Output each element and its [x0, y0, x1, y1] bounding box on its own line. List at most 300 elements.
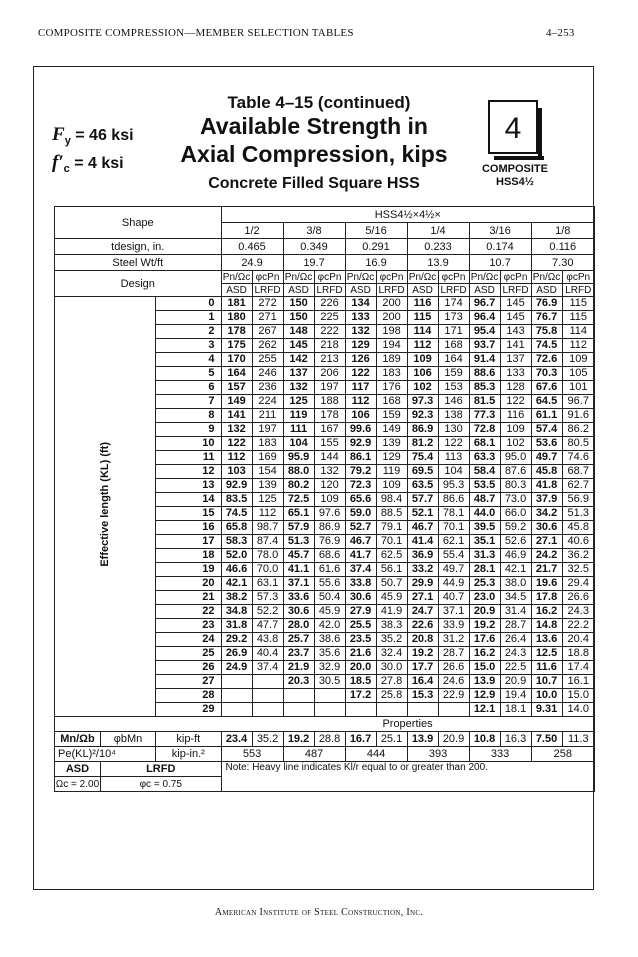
lrfd-value: 18.8: [562, 647, 594, 661]
lrfd-value: 45.9: [376, 591, 407, 605]
asd-value: 111: [283, 423, 314, 437]
mn-label-lrfd: φbMn: [100, 732, 155, 747]
lrfd-value: 17.4: [562, 661, 594, 675]
asd-value: 34.2: [531, 507, 562, 521]
asd-value: 12.9: [469, 689, 500, 703]
lrfd-value: 28.7: [500, 619, 531, 633]
asd-value: 42.1: [221, 577, 252, 591]
asd-value: 68.1: [469, 437, 500, 451]
asd-value: 81.5: [469, 395, 500, 409]
lrfd-value: 50.4: [314, 591, 345, 605]
asd-value: 76.9: [531, 297, 562, 311]
pe-label: Pe(KL)²/10⁴: [55, 747, 156, 762]
asd-label: ASD: [55, 762, 101, 777]
lrfd-value: 149: [376, 423, 407, 437]
material-properties: [52, 124, 134, 180]
lrfd-value: [252, 703, 283, 717]
table-number: Table 4–15 (continued): [227, 93, 411, 112]
asd-value: 126: [345, 353, 376, 367]
lrfd-value: 62.5: [376, 549, 407, 563]
asd-value: 27.1: [407, 591, 438, 605]
asd-value: 72.5: [283, 493, 314, 507]
pe-value: 333: [469, 747, 531, 762]
kl-value: 2: [156, 325, 221, 339]
asd-value: 17.2: [345, 689, 376, 703]
lrfd-value: 19.4: [500, 689, 531, 703]
wt-5: 7.30: [531, 255, 594, 271]
asd-value: 57.7: [407, 493, 438, 507]
asd-value: 25.7: [283, 633, 314, 647]
lrfd-value: 169: [252, 451, 283, 465]
asd-value: 20.0: [345, 661, 376, 675]
lrfd-value: 55.6: [314, 577, 345, 591]
lrfd-value: 174: [438, 297, 469, 311]
lrfd-label: LRFD: [100, 762, 221, 777]
table-title-line1: Available Strength in: [200, 113, 428, 139]
lrfd-value: 88.5: [376, 507, 407, 521]
lrfd-value: 22.9: [438, 689, 469, 703]
lrfd-value: 218: [314, 339, 345, 353]
pair-top-asd: Pn/Ωc: [532, 271, 561, 283]
lrfd-value: 137: [500, 353, 531, 367]
tdesign-label: tdesign, in.: [55, 239, 222, 255]
lrfd-value: 18.1: [500, 703, 531, 717]
lrfd-value: 130: [438, 423, 469, 437]
lrfd-value: 86.9: [314, 521, 345, 535]
lrfd-value: 145: [500, 311, 531, 325]
lrfd-value: 50.7: [376, 577, 407, 591]
lrfd-value: 168: [438, 339, 469, 353]
lrfd-value: 267: [252, 325, 283, 339]
kl-value: 20: [156, 577, 221, 591]
asd-value: 142: [283, 353, 314, 367]
lrfd-value: 189: [376, 353, 407, 367]
asd-value: 48.7: [469, 493, 500, 507]
asd-value: 92.3: [407, 409, 438, 423]
pair-bottom-asd: ASD: [469, 284, 500, 297]
lrfd-value: 68.7: [562, 465, 594, 479]
asd-value: 92.9: [221, 479, 252, 493]
lrfd-value: 45.9: [314, 605, 345, 619]
lrfd-value: 46.9: [500, 549, 531, 563]
pair-top-asd: Pn/Ωc: [284, 271, 313, 283]
lrfd-value: 105: [562, 367, 594, 381]
pair-top-asd: Pn/Ωc: [346, 271, 375, 283]
asd-value: 74.5: [531, 339, 562, 353]
asd-value: 19.2: [469, 619, 500, 633]
lrfd-value: 144: [314, 451, 345, 465]
lrfd-value: 14.0: [562, 703, 594, 717]
asd-value: 44.0: [469, 507, 500, 521]
asd-value: 93.7: [469, 339, 500, 353]
lrfd-value: 59.2: [500, 521, 531, 535]
pair-top-lrfd: φcPn: [314, 271, 345, 284]
asd-value: 46.6: [221, 563, 252, 577]
table-row: [55, 255, 595, 271]
asd-value: 46.7: [407, 521, 438, 535]
kl-value: 0: [156, 297, 221, 311]
badge-label-shape: HSS4½: [496, 176, 534, 188]
asd-value: 19.6: [531, 577, 562, 591]
lrfd-value: 36.2: [562, 549, 594, 563]
lrfd-value: 34.5: [500, 591, 531, 605]
asd-value: 112: [345, 395, 376, 409]
asd-value: 20.9: [469, 605, 500, 619]
asd-value: 116: [407, 297, 438, 311]
kl-value: 25: [156, 647, 221, 661]
kl-value: 21: [156, 591, 221, 605]
lrfd-value: 66.0: [500, 507, 531, 521]
asd-value: 21.6: [345, 647, 376, 661]
lrfd-value: 167: [314, 423, 345, 437]
kl-value: 22: [156, 605, 221, 619]
tdesign-5: 0.116: [531, 239, 594, 255]
pair-bottom-lrfd: LRFD: [438, 284, 469, 297]
page-number: 4–253: [546, 27, 575, 39]
asd-value: 79.2: [345, 465, 376, 479]
asd-value: 21.9: [283, 661, 314, 675]
asd-value: 41.7: [345, 549, 376, 563]
asd-value: 30.6: [531, 521, 562, 535]
asd-value: 38.2: [221, 591, 252, 605]
lrfd-value: 164: [438, 353, 469, 367]
tdesign-3: 0.233: [407, 239, 469, 255]
pair-top-lrfd: φcPn: [252, 271, 283, 284]
asd-value: 25.5: [345, 619, 376, 633]
asd-value: 58.3: [221, 535, 252, 549]
lrfd-value: 113: [438, 451, 469, 465]
asd-value: 148: [283, 325, 314, 339]
asd-value: 178: [221, 325, 252, 339]
asd-value: 132: [283, 381, 314, 395]
asd-value: 23.5: [345, 633, 376, 647]
kl-value: 14: [156, 493, 221, 507]
asd-value: 96.7: [469, 297, 500, 311]
lrfd-value: 91.6: [562, 409, 594, 423]
asd-value: 129: [345, 339, 376, 353]
pe-value: 553: [221, 747, 283, 762]
mn-value: 20.9: [438, 732, 469, 747]
lrfd-value: 15.0: [562, 689, 594, 703]
lrfd-value: 98.7: [252, 521, 283, 535]
lrfd-value: 87.4: [252, 535, 283, 549]
table-frame: [33, 66, 594, 890]
kl-value: 6: [156, 381, 221, 395]
lrfd-value: 213: [314, 353, 345, 367]
asd-value: 57.4: [531, 423, 562, 437]
asd-value: 125: [283, 395, 314, 409]
lrfd-value: 70.1: [438, 521, 469, 535]
asd-value: 85.3: [469, 381, 500, 395]
asd-value: 52.7: [345, 521, 376, 535]
table-body: [55, 207, 595, 792]
pe-value: 258: [531, 747, 594, 762]
asd-value: 150: [283, 311, 314, 325]
table-row: [55, 239, 595, 255]
kl-value: 24: [156, 633, 221, 647]
wt-2: 16.9: [345, 255, 407, 271]
lrfd-value: 122: [500, 395, 531, 409]
lrfd-value: 70.0: [252, 563, 283, 577]
lrfd-value: 32.9: [314, 661, 345, 675]
asd-value: 11.6: [531, 661, 562, 675]
asd-value: 102: [407, 381, 438, 395]
asd-value: 106: [407, 367, 438, 381]
asd-value: 117: [345, 381, 376, 395]
lrfd-value: 31.4: [500, 605, 531, 619]
lrfd-value: 38.3: [376, 619, 407, 633]
table-row: [55, 297, 595, 311]
lrfd-value: 78.1: [438, 507, 469, 521]
lrfd-value: 246: [252, 367, 283, 381]
asd-value: 119: [283, 409, 314, 423]
kl-value: 17: [156, 535, 221, 549]
lrfd-value: 109: [500, 423, 531, 437]
tdesign-4: 0.174: [469, 239, 531, 255]
tdesign-2: 0.291: [345, 239, 407, 255]
lrfd-value: 138: [438, 409, 469, 423]
asd-value: [221, 689, 252, 703]
lrfd-value: 56.9: [562, 493, 594, 507]
asd-value: 39.5: [469, 521, 500, 535]
asd-value: 12.5: [531, 647, 562, 661]
fc-line: $f'_c = 4$ ksi: [52, 152, 124, 176]
asd-value: 72.6: [531, 353, 562, 367]
lrfd-value: 255: [252, 353, 283, 367]
lrfd-value: 154: [252, 465, 283, 479]
asd-value: 15.3: [407, 689, 438, 703]
lrfd-value: 173: [438, 311, 469, 325]
asd-value: 17.8: [531, 591, 562, 605]
lrfd-value: 112: [562, 339, 594, 353]
asd-value: 150: [283, 297, 314, 311]
lrfd-value: 114: [562, 325, 594, 339]
asd-value: 181: [221, 297, 252, 311]
lrfd-value: [252, 675, 283, 689]
pair-top-asd: Pn/Ωc: [408, 271, 437, 283]
mn-value: 28.8: [314, 732, 345, 747]
lrfd-value: 37.1: [438, 605, 469, 619]
lrfd-value: 26.4: [500, 633, 531, 647]
lrfd-value: 32.4: [376, 647, 407, 661]
lrfd-value: 38.0: [500, 577, 531, 591]
lrfd-value: 70.1: [376, 535, 407, 549]
asd-value: 103: [221, 465, 252, 479]
lrfd-value: 116: [500, 409, 531, 423]
pair-bottom-asd: ASD: [407, 284, 438, 297]
thickness-5: 1/8: [531, 223, 594, 239]
asd-value: 9.31: [531, 703, 562, 717]
lrfd-value: 197: [252, 423, 283, 437]
thickness-2: 5/16: [345, 223, 407, 239]
asd-value: 13.9: [469, 675, 500, 689]
y-axis-label: [55, 297, 156, 717]
asd-value: 132: [221, 423, 252, 437]
badge-shadow: [494, 156, 544, 160]
asd-value: 92.9: [345, 437, 376, 451]
asd-value: 122: [345, 367, 376, 381]
lrfd-value: 26.6: [438, 661, 469, 675]
wt-1: 19.7: [283, 255, 345, 271]
shape-value: HSS4½×4½×: [221, 207, 594, 223]
lrfd-value: 38.6: [314, 633, 345, 647]
lrfd-value: 24.6: [438, 675, 469, 689]
design-label: Design: [55, 271, 222, 297]
pair-top-lrfd: φcPn: [562, 271, 594, 284]
lrfd-value: 41.9: [376, 605, 407, 619]
lrfd-value: 109: [376, 479, 407, 493]
table-title-line2: Axial Compression, kips: [180, 141, 448, 167]
asd-value: 33.2: [407, 563, 438, 577]
asd-value: 52.0: [221, 549, 252, 563]
asd-value: 24.9: [221, 661, 252, 675]
lrfd-value: 55.4: [438, 549, 469, 563]
asd-value: 134: [345, 297, 376, 311]
kl-value: 28: [156, 689, 221, 703]
asd-value: 104: [283, 437, 314, 451]
pair-bottom-lrfd: LRFD: [314, 284, 345, 297]
asd-value: 37.1: [283, 577, 314, 591]
asd-value: 27.1: [531, 535, 562, 549]
lrfd-value: 159: [376, 409, 407, 423]
lrfd-value: 62.1: [438, 535, 469, 549]
asd-value: [407, 703, 438, 717]
kl-value: 26: [156, 661, 221, 675]
lrfd-value: 73.0: [500, 493, 531, 507]
asd-value: 133: [345, 311, 376, 325]
shape-label: Shape: [55, 207, 222, 239]
lrfd-value: [376, 703, 407, 717]
y-axis-label-text: Effective length (KL) (ft): [98, 442, 111, 567]
lrfd-value: 146: [438, 395, 469, 409]
lrfd-value: 52.2: [252, 605, 283, 619]
pair-bottom-lrfd: LRFD: [562, 284, 594, 297]
asd-value: 86.1: [345, 451, 376, 465]
asd-value: 10.0: [531, 689, 562, 703]
asd-value: 29.9: [407, 577, 438, 591]
lrfd-value: 206: [314, 367, 345, 381]
lrfd-value: 40.7: [438, 591, 469, 605]
tdesign-1: 0.349: [283, 239, 345, 255]
asd-value: 132: [345, 325, 376, 339]
lrfd-value: 42.0: [314, 619, 345, 633]
asd-value: 64.5: [531, 395, 562, 409]
asd-value: 35.1: [469, 535, 500, 549]
lrfd-value: 102: [500, 437, 531, 451]
lrfd-value: 30.5: [314, 675, 345, 689]
asd-value: 16.2: [531, 605, 562, 619]
asd-value: 83.5: [221, 493, 252, 507]
asd-value: 41.1: [283, 563, 314, 577]
table-row: [55, 717, 595, 732]
asd-value: 37.4: [345, 563, 376, 577]
kl-value: 27: [156, 675, 221, 689]
asd-value: 58.4: [469, 465, 500, 479]
phi-value: φc = 0.75: [100, 777, 221, 792]
asd-value: 91.4: [469, 353, 500, 367]
lrfd-value: 211: [252, 409, 283, 423]
asd-value: [283, 703, 314, 717]
lrfd-value: 96.7: [562, 395, 594, 409]
asd-value: 18.5: [345, 675, 376, 689]
fy-line: $F_y = 46$ ksi: [52, 124, 134, 148]
asd-value: 37.9: [531, 493, 562, 507]
lrfd-value: 115: [562, 297, 594, 311]
kl-value: 9: [156, 423, 221, 437]
asd-value: 70.3: [531, 367, 562, 381]
kl-value: 8: [156, 409, 221, 423]
asd-value: 30.6: [345, 591, 376, 605]
lrfd-value: 16.1: [562, 675, 594, 689]
lrfd-value: 74.6: [562, 451, 594, 465]
lrfd-value: 26.6: [562, 591, 594, 605]
kl-value: 5: [156, 367, 221, 381]
table-row: [55, 747, 595, 762]
asd-value: 77.3: [469, 409, 500, 423]
mn-value: 25.1: [376, 732, 407, 747]
table-row: [55, 732, 595, 747]
lrfd-value: 225: [314, 311, 345, 325]
asd-value: 137: [283, 367, 314, 381]
asd-value: 27.9: [345, 605, 376, 619]
lrfd-value: 139: [376, 437, 407, 451]
pair-bottom-asd: ASD: [221, 284, 252, 297]
lrfd-value: 52.6: [500, 535, 531, 549]
asd-value: 88.0: [283, 465, 314, 479]
page-footer: American Institute of Steel Construction, Inc.: [214, 907, 424, 918]
lrfd-value: 125: [252, 493, 283, 507]
asd-value: 51.3: [283, 535, 314, 549]
asd-value: 97.3: [407, 395, 438, 409]
asd-value: [345, 703, 376, 717]
kl-value: 11: [156, 451, 221, 465]
pair-top-asd: Pn/Ωc: [222, 271, 251, 283]
pair-top-lrfd: φcPn: [438, 271, 469, 284]
asd-value: 109: [407, 353, 438, 367]
asd-value: 46.7: [345, 535, 376, 549]
lrfd-value: 176: [376, 381, 407, 395]
asd-value: 95.4: [469, 325, 500, 339]
asd-value: 53.5: [469, 479, 500, 493]
mn-value: 23.4: [221, 732, 252, 747]
asd-value: [221, 703, 252, 717]
lrfd-value: 122: [438, 437, 469, 451]
pair-bottom-asd: ASD: [531, 284, 562, 297]
asd-value: 86.9: [407, 423, 438, 437]
lrfd-value: 43.8: [252, 633, 283, 647]
asd-value: 25.3: [469, 577, 500, 591]
asd-value: 72.3: [345, 479, 376, 493]
lrfd-value: 32.5: [562, 563, 594, 577]
asd-value: 164: [221, 367, 252, 381]
asd-value: 17.6: [469, 633, 500, 647]
lrfd-value: 24.3: [562, 605, 594, 619]
lrfd-value: 33.9: [438, 619, 469, 633]
mn-value: 16.3: [500, 732, 531, 747]
kl-value: 23: [156, 619, 221, 633]
lrfd-value: 22.2: [562, 619, 594, 633]
lrfd-value: 132: [314, 465, 345, 479]
lrfd-value: 200: [376, 297, 407, 311]
lrfd-value: 40.4: [252, 647, 283, 661]
asd-value: 65.1: [283, 507, 314, 521]
thickness-3: 1/4: [407, 223, 469, 239]
asd-value: 23.0: [469, 591, 500, 605]
wt-label: Steel Wt/ft: [55, 255, 222, 271]
asd-value: 76.7: [531, 311, 562, 325]
lrfd-value: 119: [376, 465, 407, 479]
asd-value: 45.8: [531, 465, 562, 479]
